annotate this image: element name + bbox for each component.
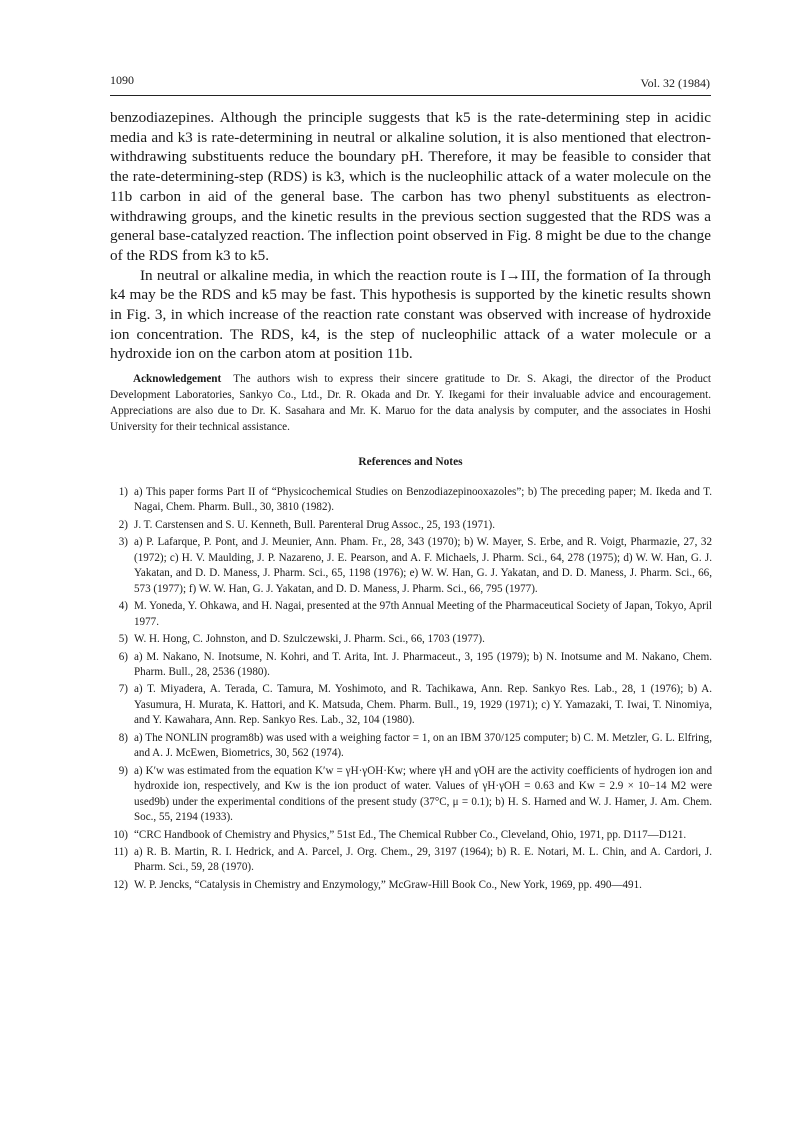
reference-item <box>100 535 712 597</box>
reference-item <box>100 650 712 681</box>
reference-item <box>100 682 712 728</box>
reference-item <box>100 878 712 893</box>
reference-item <box>100 518 712 533</box>
reference-number: 12) <box>113 878 128 891</box>
reference-text: a) M. Nakano, N. Inotsume, N. Kohri, and T. Arita, Int. J. Pharmaceut., 3, 195 (1979); b) N. Inotsume and M. Nakano, Chem. Pharm. Bull., 28, 2536 (1980). <box>134 650 712 678</box>
reference-item <box>100 845 712 876</box>
reference-text: a) This paper forms Part II of “Physicochemical Studies on Benzodiazepinooxazoles”; b) The preceding paper; M. Ikeda and T. Nagai, Chem. Pharm. Bull., 30, 3810 (1982). <box>134 486 712 514</box>
reference-item <box>100 828 712 843</box>
reference-item <box>100 485 712 516</box>
acknowledgement-heading: Acknowledgement <box>133 373 222 385</box>
reference-text: “CRC Handbook of Chemistry and Physics,” 51st Ed., The Chemical Rubber Co., Cleveland, Ohio, 1971, pp. D117—D121. <box>134 828 687 841</box>
reference-text: a) R. B. Martin, R. I. Hedrick, and A. Parcel, J. Org. Chem., 29, 3197 (1964); b) R. E. Notari, M. L. Chin, and A. Cardori, J. Pharm. Sci., 59, 28 (1970). <box>134 845 712 874</box>
reference-number: 10) <box>113 828 128 841</box>
reference-text: a) T. Miyadera, A. Terada, C. Tamura, M. Yoshimoto, and R. Tachikawa, Ann. Rep. Sankyo Res. Lab., 28, 1 (1976); b) A. Yasumura, H. Murata, K. Hattori, and K. Matsuda, Chem. Pharm. Bull., 19, 1929 (1971); c) Y. Yamazaki, T. Iwai, T. Ninomiya, and Y. Kawahara, Ann. Rep. Sankyo Res. Lab., 32, 104 (1980). <box>134 683 712 727</box>
reference-item <box>100 599 712 630</box>
reference-item <box>100 632 712 647</box>
reference-number: 2) <box>118 518 128 531</box>
reference-item <box>100 731 712 762</box>
acknowledgement <box>110 371 711 435</box>
reference-number: 8) <box>118 731 128 744</box>
reference-text: a) K′w was estimated from the equation K′w = γH·γOH·Kw; where γH and γOH are the activity coefficients of hydrogen ion and hydroxide ion, respectively, and Kw is the ion product of water. Values of γH·γOH = 0.63 and Kw = 2.9 × 10−14 M2 were used9b) under the experimental conditions of the present study (37°C, μ = 0.1); b) H. S. Harned and W. J. Hamer, J. Am. Chem. Soc., 55, 2194 (1933). <box>134 764 712 824</box>
references-list <box>100 485 712 895</box>
volume-label: Vol. 32 (1984) <box>640 76 710 90</box>
reference-number: 4) <box>118 600 128 613</box>
reference-number: 6) <box>118 650 128 663</box>
references-title: References and Notes <box>358 456 463 468</box>
page-number: 1090 <box>110 73 134 87</box>
reference-item <box>100 764 712 826</box>
reference-text: M. Yoneda, Y. Ohkawa, and H. Nagai, presented at the 97th Annual Meeting of the Pharmaceutical Society of Japan, Tokyo, April 1977. <box>134 600 712 628</box>
body-text <box>110 108 711 364</box>
reference-number: 9) <box>118 764 128 777</box>
reference-text: J. T. Carstensen and S. U. Kenneth, Bull. Parenteral Drug Assoc., 25, 193 (1971). <box>134 518 496 531</box>
acknowledgement-text: The authors wish to express their sincere gratitude to Dr. S. Akagi, the director of the Product Development Laboratories, Sankyo Co., Ltd., Dr. R. Okada and Dr. Y. Ikegami for their invaluable advice and encouragement. Appreciations are also due to Dr. K. Sasahara and Mr. K. Maruo for the data analysis by computer, and the associates in Hoshi University for their technical assistance. <box>110 373 711 433</box>
header-rule <box>110 95 711 96</box>
reference-text: a) The NONLIN program8b) was used with a weighing factor = 1, on an IBM 370/125 computer; b) C. M. Metzler, G. L. Elfring, and A. J. McEwen, Biometrics, 30, 562 (1974). <box>134 731 712 760</box>
reference-number: 1) <box>118 486 128 498</box>
reference-number: 3) <box>118 536 128 549</box>
body-paragraph: In neutral or alkaline media, in which the reaction route is I→III, the formation of Ia through k4 may be the RDS and k5 may be fast. This hypothesis is supported by the kinetic results shown in Fig. 3, in which increase of the reaction rate constant was observed with increase of hydroxide ion concentration. The RDS, k4, is the step of nucleophilic attack of a water molecule or a hydroxide ion on the carbon atom at position 11b. <box>110 266 711 363</box>
reference-number: 11) <box>113 845 128 858</box>
reference-text: a) P. Lafarque, P. Pont, and J. Meunier, Ann. Pham. Fr., 28, 343 (1970); b) W. Mayer, S. Erbe, and R. Voigt, Pharmazie, 27, 32 (1972); c) H. V. Maulding, J. P. Nazareno, J. E. Pearson, and A. F. Michaels, J. Pharm. Sci., 64, 278 (1975); d) W. W. Han, G. J. Yakatan, and D. D. Maness, J. Pharm. Sci., 65, 1198 (1976); e) W. W. Han, G. J. Yakatan, and D. D. Maness, J. Pharm. Sci., 66, 573 (1977); f) W. W. Han, G. J. Yakatan, and D. D. Maness, J. Pharm. Sci., 66, 795 (1977). <box>134 536 712 595</box>
reference-number: 7) <box>118 683 128 696</box>
reference-text: W. P. Jencks, “Catalysis in Chemistry and Enzymology,” McGraw-Hill Book Co., New York, 1969, pp. 490—491. <box>134 878 642 891</box>
reference-text: W. H. Hong, C. Johnston, and D. Szulczewski, J. Pharm. Sci., 66, 1703 (1977). <box>134 633 485 646</box>
reference-number: 5) <box>118 633 128 646</box>
body-paragraph: benzodiazepines. Although the principle suggests that k5 is the rate-determining step in acidic media and k3 is rate-determining in neutral or alkaline solution, it is also mentioned that electron-withdrawing substituents reduce the boundary pH. Therefore, it may be feasible to consider that the rate-determining-step (RDS) is k3, which is the nucleophilic attack of a water molecule on the 11b carbon in aid of the general base. The carbon has two phenyl substituents as electron-withdrawing groups, and the kinetic results in the previous section suggested that the RDS was a general base-catalyzed reaction. The inflection point observed in Fig. 8 might be due to the change of the RDS from k3 to k5. <box>110 109 711 264</box>
